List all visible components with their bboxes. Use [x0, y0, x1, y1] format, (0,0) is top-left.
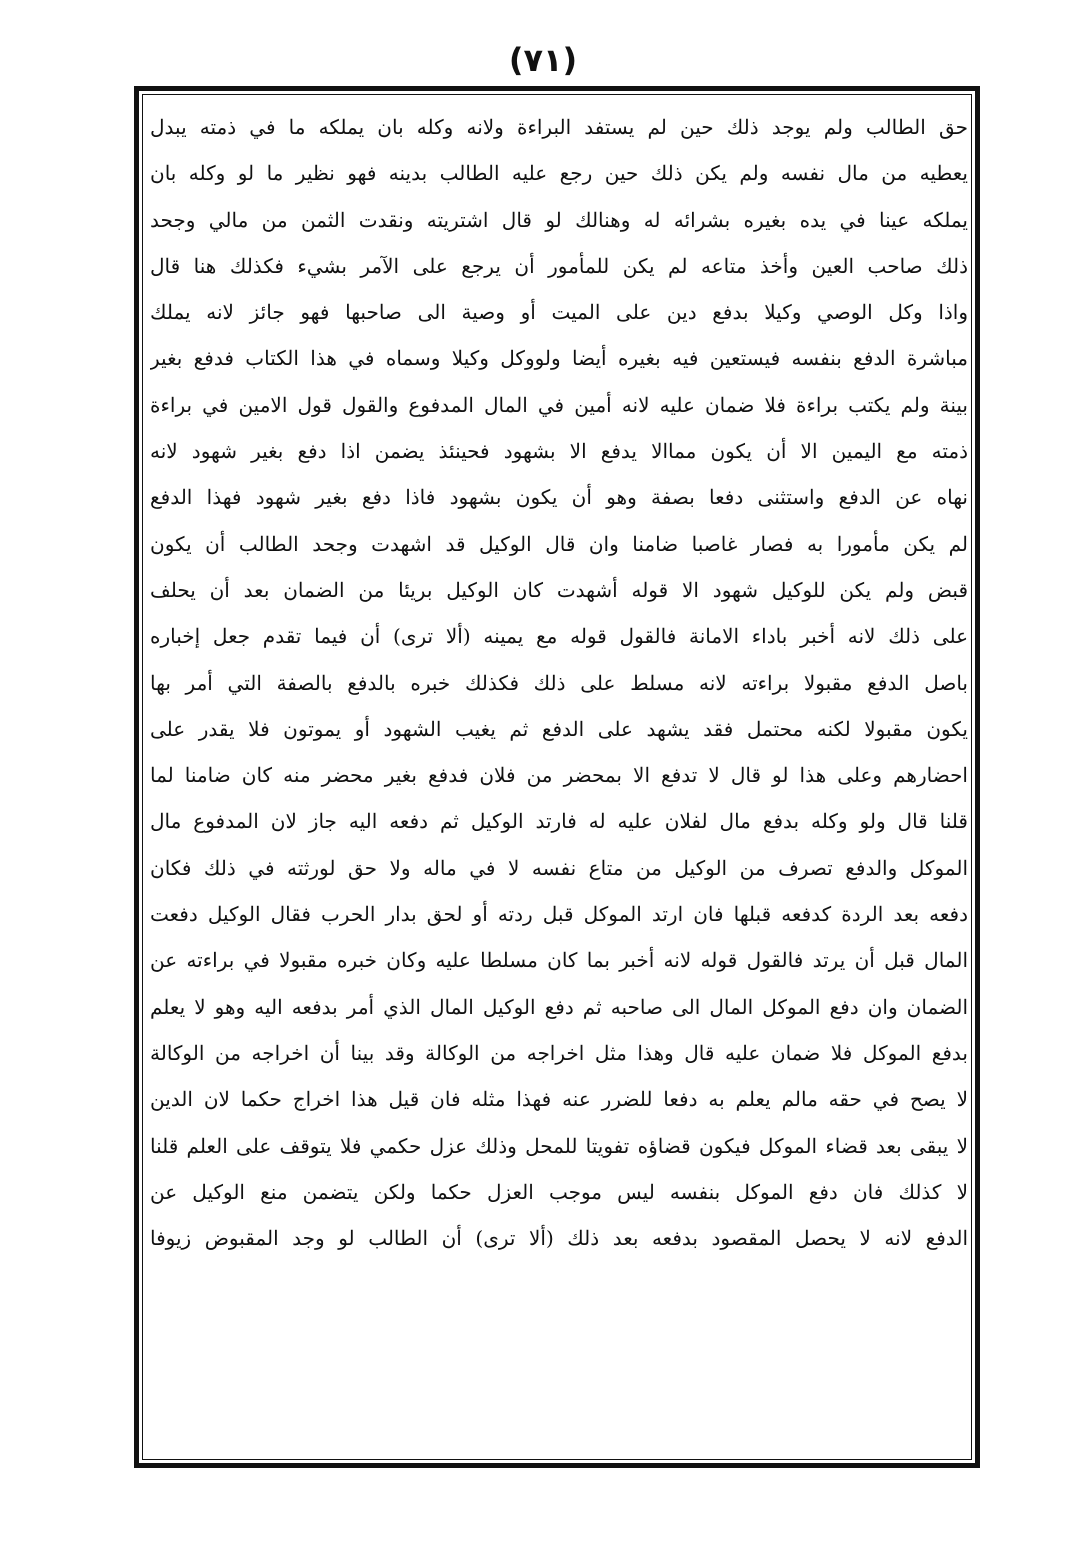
text-line: بدفع الموكل فلا ضمان عليه قال وهذا مثل اخراجه من الوكالة وقد بينا أن اخراجه من الوكالة: [150, 1040, 968, 1065]
text-line: مباشرة الدفع بنفسه فيستعين فيه بغيره أيضا ولووكل وكيلا وسماه في هذا الكتاب فدفع بغير: [150, 346, 968, 371]
text-line: دفعه بعد الردة كدفعه قبلها فان ارتد الموكل قبل ردته أو لحق بدار الحرب فقال الوكيل دفعت: [150, 902, 968, 927]
text-line: يكون مقبولا لكنه محتمل فقد يشهد على الدفع ثم يغيب الشهود أو يموتون فلا يقدر على: [150, 716, 968, 741]
text-line: المال قبل أن يرتد فالقول قوله لانه أخبر بما كان مسلطا عليه وكان خبره مقبولا في براءته عن: [150, 948, 968, 973]
text-line: لم يكن مأمورا به فصار غاصبا ضامنا وان قال الوكيل قد اشهدت وجحد الطالب أن يكون: [150, 531, 968, 556]
text-line: الدفع لانه لا يحصل المقصود بدفعه بعد ذلك (ألا ترى) أن الطالب لو وجد المقبوض زيوفا: [150, 1226, 968, 1251]
text-line: يملكه عينا في يده بغيره بشرائه له وهنالك لو قال اشتريته ونقدت الثمن من مالي وجحد: [150, 207, 968, 232]
text-line: قبض ولم يكن للوكيل شهود الا قوله أشهدت كان الوكيل بريئا من الضمان بعد أن يحلف: [150, 577, 968, 602]
text-line: قلنا قال ولو وكله بدفع مال لفلان عليه له فارتد الوكيل ثم دفعه اليه جاز لان المدفوع مال: [150, 809, 968, 834]
text-line: لا يبقى بعد قضاء الموكل فيكون قضاؤه تفويتا للمحل وذلك عزل حكمي فلا يتوقف على العلم قلنا: [150, 1133, 968, 1158]
text-line: بينة ولم يكتب براءة فلا ضمان عليه لانه أمين في المال المدفوع والقول قول الامين في براءة: [150, 392, 968, 417]
text-line: يعطيه من مال نفسه ولم يكن ذلك حين رجع عليه الطالب بدينه فهو نظير ما لو وكله بان: [150, 161, 968, 186]
text-line: لا كذلك فان دفع الموكل بنفسه ليس موجب العزل حكما ولكن يتضمن منع الوكيل عن: [150, 1179, 968, 1204]
text-line: الضمان وان دفع الموكل المال الى صاحبه ثم دفع الوكيل المال الذي أمر بدفعه اليه وهو لا يعلم: [150, 994, 968, 1019]
text-line: الموكل والدفع تصرف من الوكيل من متاع نفسه لا في ماله ولا حق لورثته في ذلك فكان: [150, 855, 968, 880]
text-line: احضارهم وعلى هذا لو قال لا تدفع الا بمحضر من فلان فدفع بغير محضر منه كان ضامنا لما: [150, 763, 968, 788]
page-number: (٧١): [508, 41, 578, 79]
text-line: لا يصح في حقه مالم يعلم به دفعا للضرر عنه فهذا مثله فان قيل هذا اخراج حكما لان الدين: [150, 1087, 968, 1112]
text-line: على ذلك لانه أخبر باداء الامانة فالقول قوله مع يمينه (ألا ترى) أن فيما تقدم جعل إخباره: [150, 624, 968, 649]
text-line: ذمته مع اليمين الا أن يكون مماالا يدفع الا بشهود فحينئذ يضمن اذا دفع بغير شهود لانه: [150, 439, 968, 464]
text-line: حق الطالب ولم يوجد ذلك حين لم يستفد البراءة ولانه وكله بان يملكه ما في ذمته يبدل: [150, 115, 968, 139]
text-line: ذلك صاحب العين وأخذ متاعه لم يكن للمأمور أن يرجع على الآمر بشيء فكذلك هنا قال: [150, 253, 968, 278]
text-line: واذا وكل الوصي وكيلا بدفع دين على الميت أو وصية الى صاحبها فهو جائز لانه يملك: [150, 300, 968, 325]
text-line: نهاه عن الدفع واستثنى دفعا بصفة وهو أن يكون بشهود فاذا دفع بغير شهود فهذا الدفع: [150, 485, 968, 510]
text-line: باصل الدفع مقبولا براءته لانه مسلط على ذلك فكذلك خبره بالدفع بالصفة التي أمر بها: [150, 670, 968, 695]
body-text: [150, 100, 968, 1261]
